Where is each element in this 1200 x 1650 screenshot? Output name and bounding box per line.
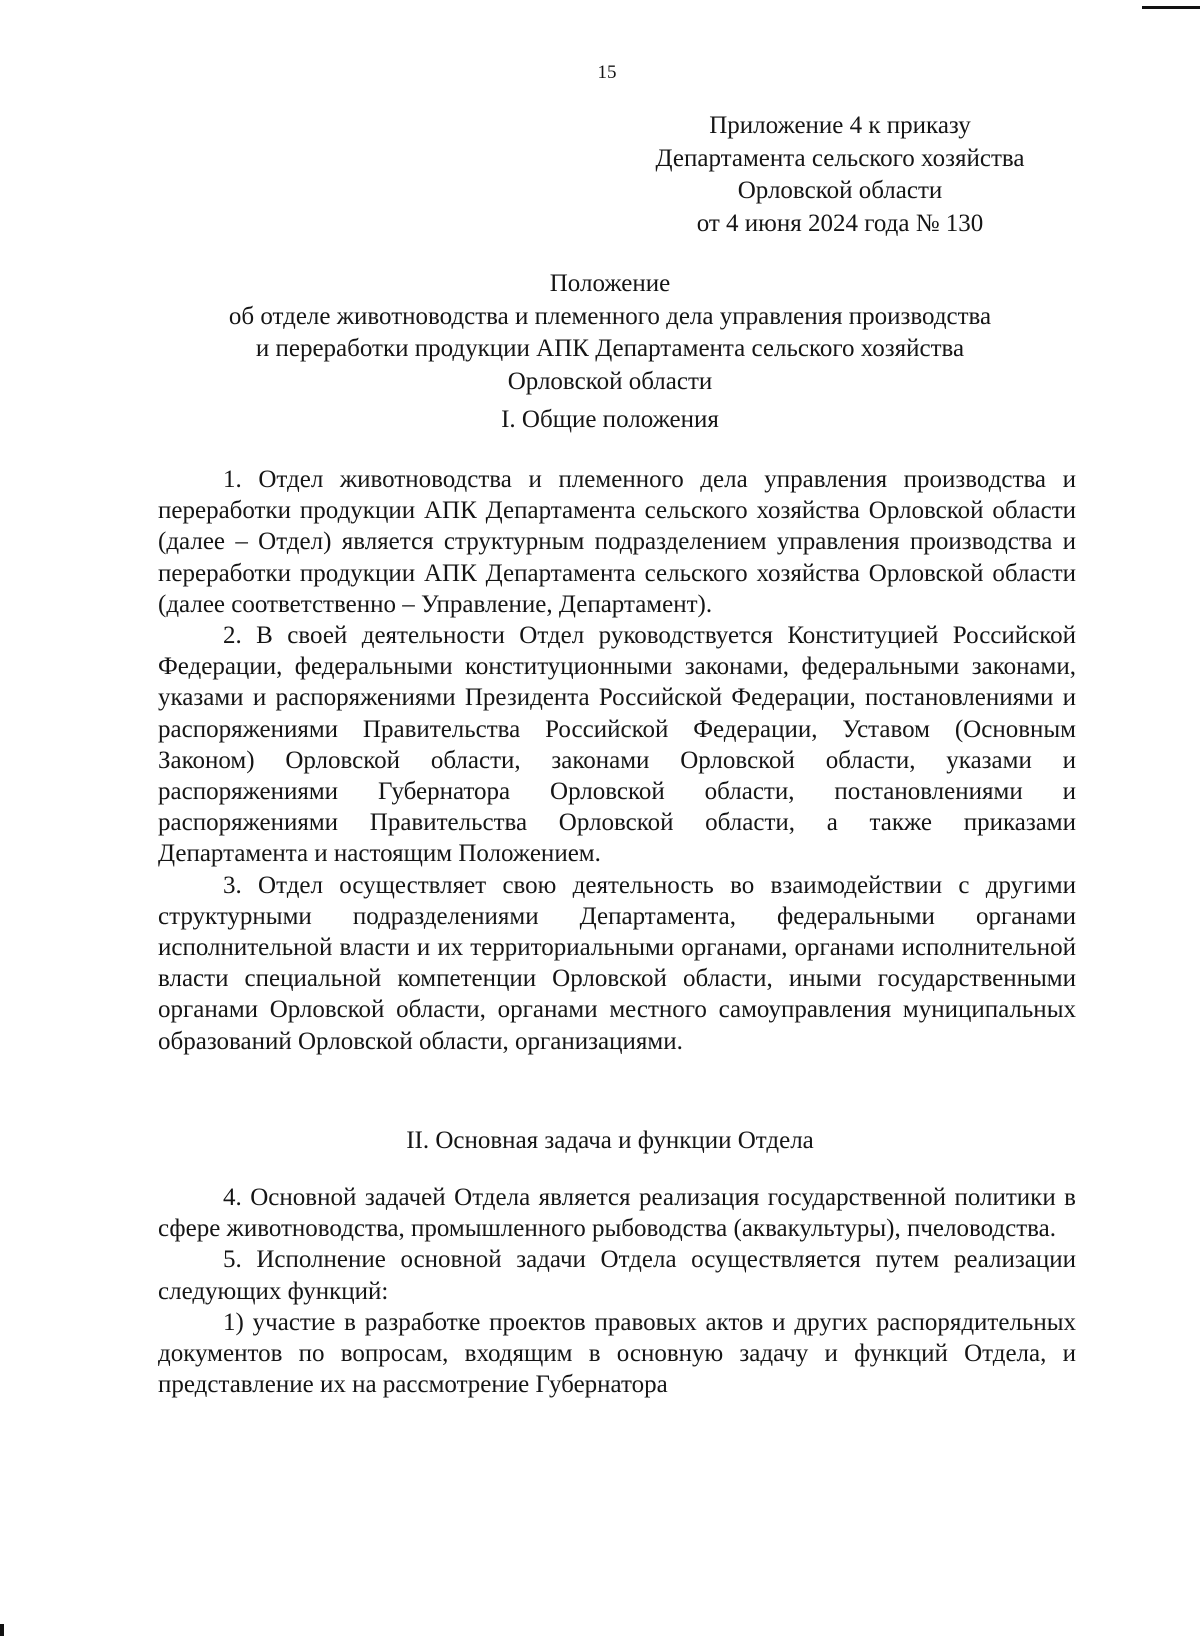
scan-edge-mark bbox=[1142, 6, 1200, 9]
paragraph: 1. Отдел животноводства и племенного дела управления производства и переработки продукции АПК Департамента сельского хозяйства Орловской области (далее – Отдел) является структурным подразделением управления производства и переработки продукции АПК Департамента сельского хозяйства Орловской области (далее соответственно – Управление, Департамент). bbox=[158, 466, 1076, 618]
section-body bbox=[158, 464, 1076, 1057]
paragraph: 4. Основной задачей Отдела является реализация государственной политики в сфере животноводства, промышленного рыбоводства (аквакультуры), пчеловодства. bbox=[158, 1184, 1076, 1243]
title-line: Орловской области bbox=[507, 367, 713, 395]
title-line: об отделе животноводства и племенного дела управления производства bbox=[228, 302, 992, 330]
paragraph: 3. Отдел осуществляет свою деятельность во взаимодействии с другими структурными подразделениями Департамента, федеральными органами исполнительной власти и их территориальными органами, органами исполнительной власти специальной компетенции Орловской области, иными государственными органами Орловской области, органами местного самоуправления муниципальных образований Орловской области, организациями. bbox=[158, 871, 1076, 1055]
appendix-line: Орловской области bbox=[737, 177, 943, 204]
title-line: Положение bbox=[549, 270, 671, 297]
appendix-line: от 4 июня 2024 года № 130 bbox=[696, 209, 984, 237]
section-heading: I. Общие положения bbox=[501, 406, 719, 433]
scan-edge-mark bbox=[0, 1624, 4, 1636]
appendix-header bbox=[620, 110, 1060, 240]
document-title bbox=[160, 268, 1060, 398]
section-heading: II. Основная задача и функции Отдела bbox=[406, 1127, 814, 1154]
paragraph: 2. В своей деятельности Отдел руководствуется Конституцией Российской Федерации, федеральными конституционными законами, федеральными законами, указами и распоряжениями Президента Российской Федерации, постановлениями и распоряжениями Правительства Российской Федерации, Уставом (Основным Законом) Орловской области, законами Орловской области, указами и распоряжениями Губернатора Орловской области, постановлениями и распоряжениями Правительства Орловской области, а также приказами Департамента и настоящим Положением. bbox=[158, 622, 1076, 868]
appendix-line: Приложение 4 к приказу bbox=[709, 112, 971, 139]
paragraph: 1) участие в разработке проектов правовых актов и других распорядительных документов по вопросам, входящим в основную задачу и функций Отдела, и представление их на рассмотрение Губернатора bbox=[158, 1308, 1076, 1399]
paragraph: 5. Исполнение основной задачи Отдела осуществляется путем реализации следующих функций: bbox=[158, 1246, 1076, 1305]
section-body bbox=[158, 1182, 1076, 1400]
page-number: 15 bbox=[597, 62, 617, 83]
title-line: и переработки продукции АПК Департамента сельского хозяйства bbox=[255, 335, 965, 362]
appendix-line: Департамента сельского хозяйства bbox=[655, 144, 1025, 172]
